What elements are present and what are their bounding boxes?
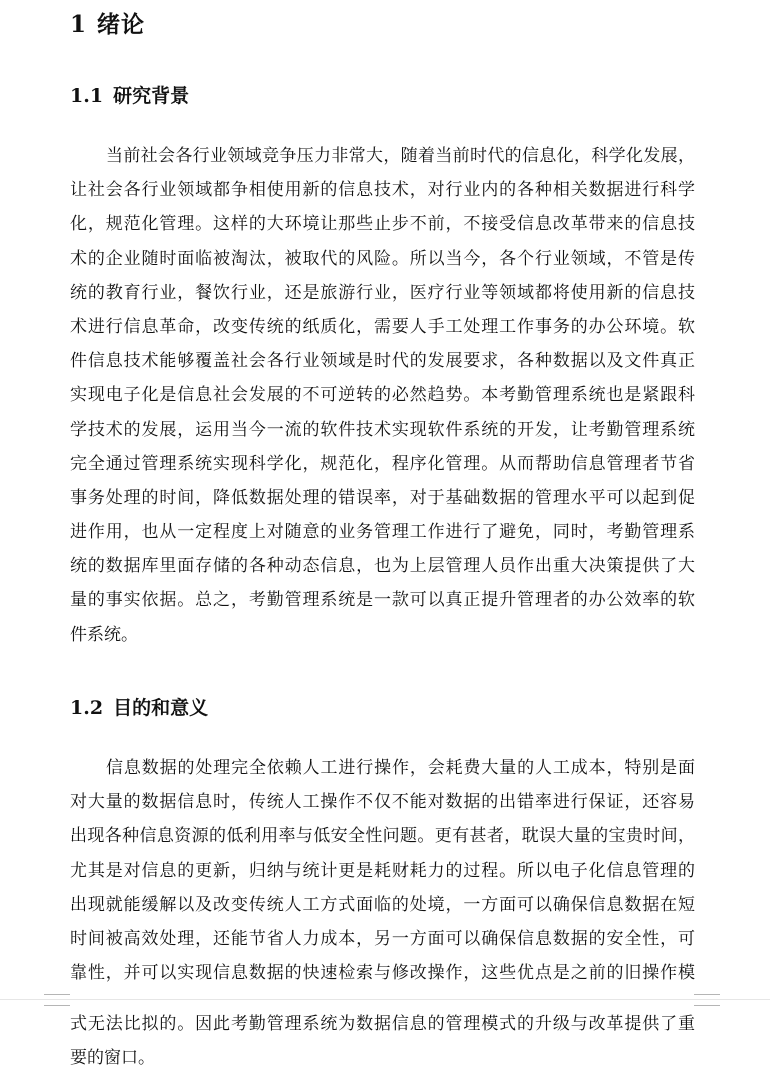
page-break [0, 994, 770, 1006]
section-heading-background [70, 81, 189, 108]
text-line: 进作用，也从一定程度上对随意的业务管理工作进行了避免，同时，考勤管理系 [70, 522, 695, 543]
page-corner-mark-left [44, 994, 70, 1006]
text-line: 当前社会各行业领域竞争压力非常大，随着当前时代的信息化，科学化发展， [106, 146, 695, 166]
section-title: 研究背景 [113, 85, 190, 107]
paragraph-background [70, 139, 695, 652]
text-line: 出现就能缓解以及改变传统人工方式面临的处境，一方面可以确保信息数据在短 [70, 894, 695, 915]
text-line: 对大量的数据信息时，传统人工操作不仅不能对数据的出错率进行保证，还容易 [70, 792, 695, 813]
chapter-title: 绪论 [97, 11, 146, 38]
text-line: 事务处理的时间，降低数据处理的错误率，对于基础数据的管理水平可以起到促 [70, 487, 695, 508]
text-line: 靠性，并可以实现信息数据的快速检索与修改操作，这些优点是之前的旧操作模 [70, 963, 695, 984]
text-line: 式无法比拟的。因此考勤管理系统为数据信息的管理模式的升级与改革提供了重 [70, 1014, 695, 1034]
paragraph-purpose [70, 751, 695, 990]
text-line: 学技术的发展，运用当今一流的软件技术实现软件系统的开发，让考勤管理系统 [70, 419, 695, 440]
text-line: 出现各种信息资源的低利用率与低安全性问题。更有甚者，耽误大量的宝贵时间， [70, 826, 695, 847]
text-line: 完全通过管理系统实现科学化，规范化，程序化管理。从而帮助信息管理者节省 [70, 453, 695, 474]
text-line: 术进行信息革命，改变传统的纸质化，需要人手工处理工作事务的办公环境。软 [70, 316, 695, 337]
text-line: 要的窗口。 [70, 1048, 155, 1069]
section-heading-purpose [70, 693, 208, 720]
paragraph-purpose-continued [70, 1007, 695, 1075]
section-title: 目的和意义 [113, 697, 209, 719]
text-line: 时间被高效处理，还能节省人力成本，另一方面可以确保信息数据的安全性，可 [70, 928, 695, 949]
section-number: 1.1 [70, 85, 104, 107]
text-line: 统的数据库里面存储的各种动态信息，也为上层管理人员作出重大决策提供了大 [70, 556, 695, 577]
text-line: 统的教育行业，餐饮行业，还是旅游行业，医疗行业等领域都将使用新的信息技 [70, 282, 695, 303]
text-line: 信息数据的处理完全依赖人工进行操作，会耗费大量的人工成本，特别是面 [106, 758, 695, 778]
text-line: 件信息技术能够覆盖社会各行业领域是时代的发展要求，各种数据以及文件真正 [70, 351, 695, 372]
section-number: 1.2 [70, 697, 104, 719]
text-line: 让社会各行业领域都争相使用新的信息技术，对行业内的各种相关数据进行科学 [70, 180, 695, 201]
chapter-number: 1 [70, 11, 88, 38]
chapter-heading [70, 6, 145, 39]
page-corner-mark-right [694, 994, 720, 1006]
text-line: 术的企业随时面临被淘汰，被取代的风险。所以当今，各个行业领域，不管是传 [70, 248, 695, 269]
text-line: 件系统。 [70, 624, 138, 645]
page-break-line [0, 999, 770, 1000]
text-line: 实现电子化是信息社会发展的不可逆转的必然趋势。本考勤管理系统也是紧跟科 [70, 385, 695, 406]
text-line: 化，规范化管理。这样的大环境让那些止步不前，不接受信息改革带来的信息技 [70, 214, 695, 235]
text-line: 量的事实依据。总之，考勤管理系统是一款可以真正提升管理者的办公效率的软 [70, 590, 695, 611]
text-line: 尤其是对信息的更新，归纳与统计更是耗财耗力的过程。所以电子化信息管理的 [70, 860, 695, 881]
